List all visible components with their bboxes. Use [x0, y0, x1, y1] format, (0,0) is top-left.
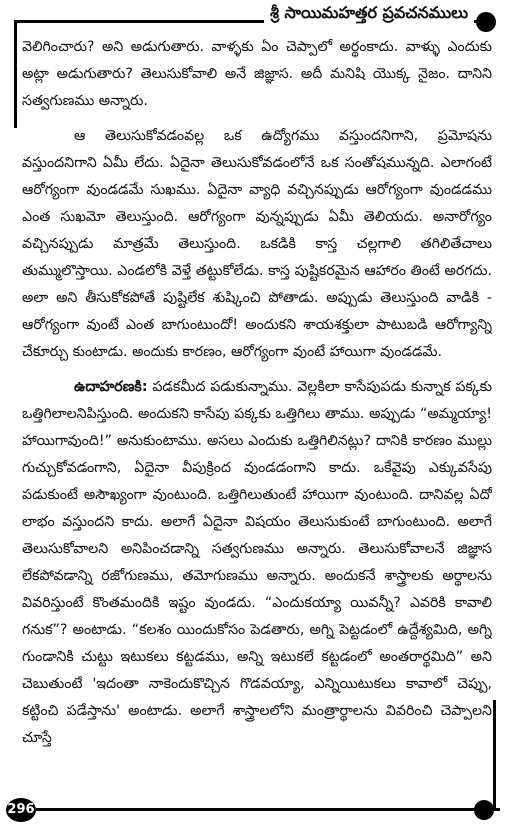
- paragraph-1: [22, 34, 492, 115]
- page-number: 296: [6, 798, 36, 822]
- paragraph-2-text: ఆ తెలుసుకోవడంవల్ల ఒక ఉద్యోగము వస్తుందనిగాని, ప్రమోషను వస్తుందనిగాని ఏమీ లేదు. ఏదైనా తెలుసుకోవడంలోనే ఒక సంతోషమున్నది. ఎలాగంటే ఆరోగ్యంగా వుండడమే సుఖము. ఏదైనా వ్యాధి వచ్చినప్పుడు ఆరోగ్యంగా వుండడము ఎంత సుఖమో తెలుస్తుంది. ఆరోగ్యంగా వున్నప్పుడు ఏమీ తెలియదు. అనారోగ్యం వచ్చినప్పుడు మాత్రమే తెలుస్తుంది. ఒకడికి కాస్త చల్లగాలి తగిలితేచాలు తుమ్ములొస్తాయి. ఎండలోకి వెళ్తే తట్టుకోలేడు. కాస్త పుష్టికరమైన ఆహారం తింటే అరగదు. అలా అని తీసుకోకపోతే పుష్టిలేక శుష్కించి పోతాడు. అప్పుడు తెలుస్తుంది వాడికి - ఆరోగ్యంగా వుంటే ఎంత బాగుంటుందో! అందుకని శాయశక్తులా పాటుబడి ఆరోగ్యాన్ని చేకూర్చు కుంటాడు. అందుకు కారణం, ఆరోగ్యంగా వుంటే హాయిగా వుండడమే.: [22, 128, 492, 360]
- footer-ornament-dot: [474, 800, 494, 820]
- paragraph-3: [22, 374, 492, 752]
- footer-rule: [36, 808, 500, 811]
- running-header-title: శ్రీ సాయిమహత్తర ప్రవచనములు: [264, 2, 474, 24]
- page-body: [22, 34, 492, 794]
- header-ornament-dot: [476, 12, 496, 32]
- paragraph-3-text: పడకమీద పడుకున్నాము. వెల్లకిలా కాసేపుపడు కున్నాక పక్కకు ఒత్తిగిలాలనిపిస్తుంది. అందుకని కాసేపు పక్కకు ఒత్తిగిలు తాము. అప్పుడు “అమ్మయ్యా! హాయిగావుంది!” అనుకుంటాము. అసలు ఎందుకు ఒత్తిగిలినట్లు? దానికి కారణం ముల్లు గుచ్చుకోవడంగాని, ఏదైనా వీపుక్రింద వుండడంగాని కాదు. ఒకేవైపు ఎక్కువసేపు పడుకుంటే అసౌఖ్యంగా వుంటుంది. ఒత్తిగిలుతుంటే హాయిగా వుంటుంది. దానివల్ల ఏదో లాభం వస్తుందని కాదు. అలాగే ఏదైనా విషయం తెలుసుకుంటే బాగుంటుంది. అలాగే తెలుసుకోవాలని అనిపించడాన్ని సత్వగుణము అన్నారు. తెలుసుకోవాలనే జిజ్ఞాస లేకపోవడాన్ని రజోగుణము, తమోగుణము అన్నారు. అందుకనే శాస్త్రాలకు అర్థాలను వివరిస్తుంటే కొంతమందికి ఇష్టం వుండదు. “ఎందుకయ్యా యివన్నీ? ఎవరికి కావాలి గనుక”? అంటాడు. “కలశం యిందుకోసం పెడతారు, అగ్ని పెట్టడంలో ఉద్దేశ్యమిది, అగ్ని గుండానికి చుట్టు ఇటుకలు కట్టడము, అన్ని ఇటుకలే కట్టడంలో అంతరార్థమిది” అని చెబుతుంటే 'ఇదంతా నాకెందుకొచ్చిన గొడవయ్యా, ఎన్నియిటుకలు కావాలో చెప్పు, కట్టించి పడేస్తాను' అంటాడు. అలాగే శాస్త్రాలలోని మంత్రార్థాలను వివరించి చెప్పాలని చూస్తే: [22, 379, 492, 746]
- paragraph-1-text: వెలిగించారు? అని అడుగుతారు. వాళ్ళకు ఏం చెప్పాలో అర్థంకాదు. వాళ్ళు ఎందుకు అట్లా అడుగుతారు? తెలుసుకోవాలి అనే జిజ్ఞాస. అదీ మనిషి యొక్క నైజం. దానిని సత్వగుణము అన్నారు.: [22, 39, 492, 109]
- paragraph-3-lead: ఉదాహరణకి:: [74, 379, 148, 395]
- right-margin-rule: [493, 700, 496, 810]
- paragraph-2: [22, 123, 492, 366]
- left-margin-rule: [14, 20, 17, 128]
